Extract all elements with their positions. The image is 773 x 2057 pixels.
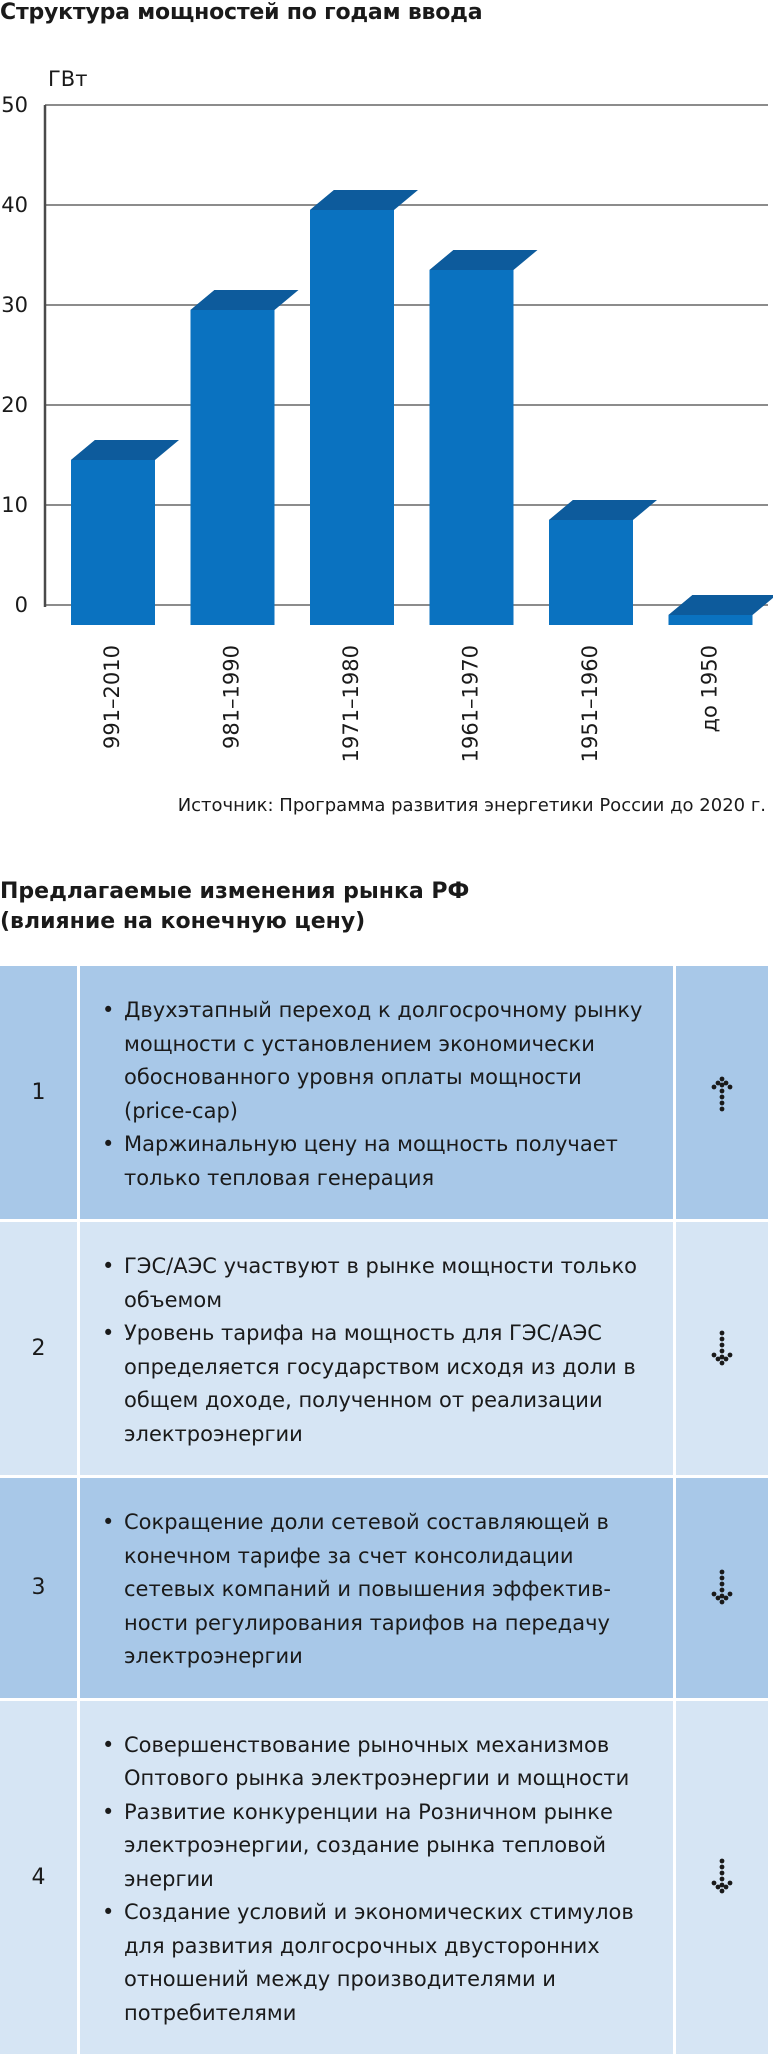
bullet-item: • Двухэтапный переход к долгосрочному рынку мощности с установлением экономически обоснованного уровня оплаты мощности (price-cap) — [100, 994, 655, 1128]
dotted-arrow-down-icon — [673, 1222, 768, 1475]
bullet-item: • Сокращение доли сетевой составляющей в конечном тарифе за счет консолидации сетевых компаний и повышения эффектив-ности регулирования тарифов на передачу электроэнергии — [100, 1506, 655, 1674]
bar — [430, 250, 538, 625]
y-tick-label: 20 — [1, 393, 28, 417]
bar-chart — [0, 50, 773, 790]
row-number: 2 — [0, 1222, 80, 1475]
y-tick-label: 0 — [15, 593, 28, 617]
x-tick-label: 1951–1960 — [578, 645, 602, 762]
table-title-line-2: (влияние на конечную цену) — [0, 907, 773, 937]
row-number: 3 — [0, 1478, 80, 1698]
bar — [310, 190, 418, 625]
y-tick-label: 10 — [1, 493, 28, 517]
bar-top — [71, 440, 179, 460]
y-tick-label: 40 — [1, 193, 28, 217]
bar — [549, 500, 657, 625]
bars-layer — [71, 190, 773, 625]
dotted-arrow-down-icon — [673, 1478, 768, 1698]
x-tick-label: 1961–1970 — [459, 645, 483, 762]
market-changes-table — [0, 966, 768, 2057]
chart-title: Структура мощностей по годам ввода — [0, 0, 773, 26]
bullet-item: • Создание условий и экономических стимулов для развития долгосрочных двусторонних отношений между производителями и потребителями — [100, 1896, 655, 2030]
row-number: 4 — [0, 1701, 80, 2055]
row-description — [80, 1222, 673, 1475]
x-tick-label: до 1950 — [698, 645, 722, 733]
bar-front — [191, 310, 275, 625]
y-tick-label: 50 — [1, 93, 28, 117]
bar-front — [669, 615, 753, 625]
x-tick-label: 981–1990 — [220, 645, 244, 749]
bar-front — [71, 460, 155, 625]
row-description — [80, 966, 673, 1219]
x-tick-label: 991–2010 — [100, 645, 124, 749]
row-description — [80, 1701, 673, 2055]
chart-source: Источник: Программа развития энергетики России до 2020 г. — [178, 795, 766, 817]
table-row — [0, 966, 768, 1222]
bar — [71, 440, 179, 625]
bar-top — [191, 290, 299, 310]
dotted-arrow-down-icon — [673, 1701, 768, 2055]
x-tick-label: 1971–1980 — [339, 645, 363, 762]
bar — [669, 595, 773, 625]
table-title — [0, 877, 773, 937]
bullet-item: • Развитие конкуренции на Розничном рынке электроэнергии, создание рынка тепловой энергии — [100, 1796, 655, 1897]
bar — [191, 290, 299, 625]
bullet-item: • Совершенствование рыночных механизмов Оптового рынка электроэнергии и мощности — [100, 1729, 655, 1796]
table-title-line-1: Предлагаемые изменения рынка РФ — [0, 877, 773, 907]
table-row — [0, 1222, 768, 1478]
table-row — [0, 1478, 768, 1701]
table-row — [0, 1701, 768, 2057]
bar-front — [310, 210, 394, 625]
dotted-arrow-up-icon — [673, 966, 768, 1219]
bar-front — [549, 520, 633, 625]
bullet-item: • Уровень тарифа на мощность для ГЭС/АЭС определяется государством исходя из доли в общем доходе, полученном от реализации электроэнергии — [100, 1317, 655, 1451]
bullet-item: • ГЭС/АЭС участвуют в рынке мощности только объемом — [100, 1250, 655, 1317]
row-description — [80, 1478, 673, 1698]
bullet-item: • Маржинальную цену на мощность получает только тепловая генерация — [100, 1128, 655, 1195]
bar-front — [430, 270, 514, 625]
row-number: 1 — [0, 966, 80, 1219]
bar-top — [430, 250, 538, 270]
bar-top — [549, 500, 657, 520]
y-axis-unit-label: ГВт — [48, 67, 87, 91]
y-tick-label: 30 — [1, 293, 28, 317]
bar-top — [310, 190, 418, 210]
bar-top — [669, 595, 773, 615]
